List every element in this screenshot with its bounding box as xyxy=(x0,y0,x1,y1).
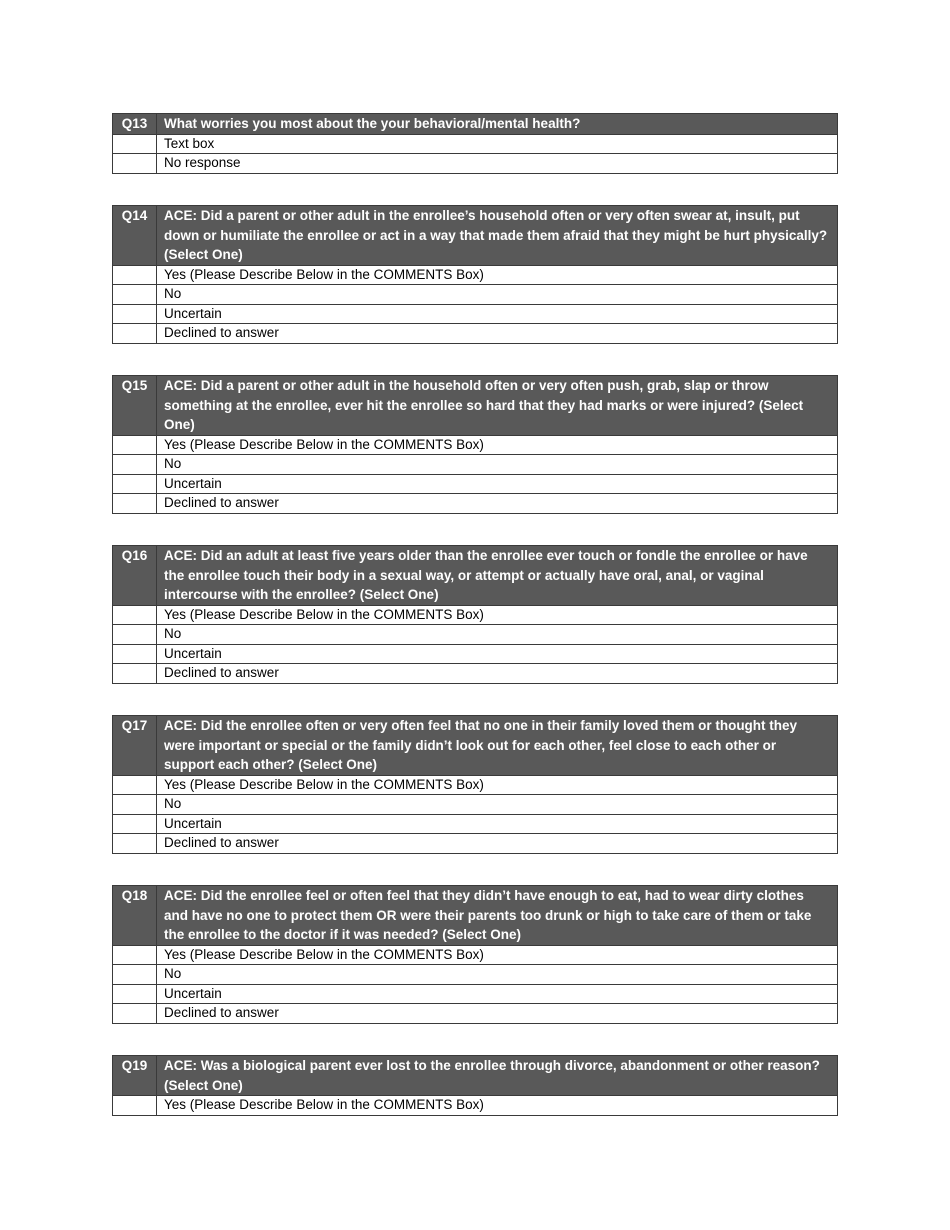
question-number: Q16 xyxy=(113,546,157,606)
option-row[interactable] xyxy=(113,455,838,475)
question-number: Q14 xyxy=(113,206,157,266)
option-row[interactable] xyxy=(113,154,838,174)
option-label: No response xyxy=(157,154,838,174)
question-header xyxy=(113,546,838,606)
option-row[interactable] xyxy=(113,834,838,854)
option-row[interactable] xyxy=(113,664,838,684)
question-number: Q13 xyxy=(113,114,157,135)
question-table-q17 xyxy=(112,715,838,854)
question-text: ACE: Did a parent or other adult in the household often or very often push, grab, slap or throw something at the enrollee, ever hit the enrollee so hard that they had marks or were injured? (Select One) xyxy=(157,376,838,436)
option-label: Yes (Please Describe Below in the COMMENTS Box) xyxy=(157,605,838,625)
question-table-q14 xyxy=(112,205,838,344)
option-label: Declined to answer xyxy=(157,664,838,684)
option-row[interactable] xyxy=(113,265,838,285)
option-row[interactable] xyxy=(113,775,838,795)
option-row[interactable] xyxy=(113,984,838,1004)
option-checkbox-cell[interactable] xyxy=(113,945,157,965)
question-text: ACE: Did a parent or other adult in the enrollee’s household often or very often swear at, insult, put down or humiliate the enrollee or act in a way that made them afraid that they might be hurt physically? (Select One) xyxy=(157,206,838,266)
question-number: Q19 xyxy=(113,1056,157,1096)
option-checkbox-cell[interactable] xyxy=(113,154,157,174)
option-row[interactable] xyxy=(113,644,838,664)
option-checkbox-cell[interactable] xyxy=(113,455,157,475)
question-header xyxy=(113,114,838,135)
option-row[interactable] xyxy=(113,435,838,455)
option-checkbox-cell[interactable] xyxy=(113,814,157,834)
option-checkbox-cell[interactable] xyxy=(113,324,157,344)
option-checkbox-cell[interactable] xyxy=(113,775,157,795)
option-label: Uncertain xyxy=(157,984,838,1004)
option-row[interactable] xyxy=(113,605,838,625)
option-row[interactable] xyxy=(113,795,838,815)
option-checkbox-cell[interactable] xyxy=(113,474,157,494)
question-text: ACE: Did the enrollee often or very often feel that no one in their family loved them or thought they were important or special or the family didn’t look out for each other, feel close to each other or support each other? (Select One) xyxy=(157,716,838,776)
option-label: No xyxy=(157,625,838,645)
option-checkbox-cell[interactable] xyxy=(113,265,157,285)
question-header xyxy=(113,206,838,266)
option-row[interactable] xyxy=(113,814,838,834)
question-header xyxy=(113,1056,838,1096)
option-checkbox-cell[interactable] xyxy=(113,625,157,645)
option-label: Declined to answer xyxy=(157,1004,838,1024)
option-row[interactable] xyxy=(113,304,838,324)
option-label: Declined to answer xyxy=(157,494,838,514)
option-label: Declined to answer xyxy=(157,834,838,854)
option-checkbox-cell[interactable] xyxy=(113,984,157,1004)
question-header xyxy=(113,716,838,776)
option-row[interactable] xyxy=(113,625,838,645)
option-label: No xyxy=(157,965,838,985)
question-text: ACE: Did an adult at least five years older than the enrollee ever touch or fondle the enrollee or have the enrollee touch their body in a sexual way, or attempt or actually have oral, anal, or vaginal intercourse with the enrollee? (Select One) xyxy=(157,546,838,606)
option-checkbox-cell[interactable] xyxy=(113,605,157,625)
option-label: Uncertain xyxy=(157,814,838,834)
question-number: Q15 xyxy=(113,376,157,436)
option-label: Text box xyxy=(157,134,838,154)
option-label: Uncertain xyxy=(157,644,838,664)
option-row[interactable] xyxy=(113,945,838,965)
question-header xyxy=(113,376,838,436)
option-checkbox-cell[interactable] xyxy=(113,304,157,324)
question-text: ACE: Did the enrollee feel or often feel that they didn’t have enough to eat, had to wear dirty clothes and have no one to protect them OR were their parents too drunk or high to take care of them or take the enrollee to the doctor if it was needed? (Select One) xyxy=(157,886,838,946)
question-number: Q17 xyxy=(113,716,157,776)
option-checkbox-cell[interactable] xyxy=(113,795,157,815)
option-row[interactable] xyxy=(113,1004,838,1024)
question-text: ACE: Was a biological parent ever lost to the enrollee through divorce, abandonment or other reason? (Select One) xyxy=(157,1056,838,1096)
option-row[interactable] xyxy=(113,494,838,514)
option-label: Declined to answer xyxy=(157,324,838,344)
option-label: No xyxy=(157,285,838,305)
option-label: Yes (Please Describe Below in the COMMENTS Box) xyxy=(157,945,838,965)
option-label: Yes (Please Describe Below in the COMMENTS Box) xyxy=(157,1096,838,1116)
option-row[interactable] xyxy=(113,134,838,154)
question-table-q18 xyxy=(112,885,838,1024)
option-checkbox-cell[interactable] xyxy=(113,134,157,154)
option-label: Yes (Please Describe Below in the COMMENTS Box) xyxy=(157,435,838,455)
option-checkbox-cell[interactable] xyxy=(113,1004,157,1024)
option-checkbox-cell[interactable] xyxy=(113,644,157,664)
option-row[interactable] xyxy=(113,1096,838,1116)
option-checkbox-cell[interactable] xyxy=(113,285,157,305)
option-label: No xyxy=(157,795,838,815)
option-row[interactable] xyxy=(113,474,838,494)
option-checkbox-cell[interactable] xyxy=(113,965,157,985)
question-text: What worries you most about the your behavioral/mental health? xyxy=(157,114,838,135)
option-row[interactable] xyxy=(113,965,838,985)
question-table-q16 xyxy=(112,545,838,684)
option-label: No xyxy=(157,455,838,475)
option-label: Yes (Please Describe Below in the COMMENTS Box) xyxy=(157,775,838,795)
option-checkbox-cell[interactable] xyxy=(113,834,157,854)
option-label: Uncertain xyxy=(157,304,838,324)
option-row[interactable] xyxy=(113,285,838,305)
option-row[interactable] xyxy=(113,324,838,344)
option-checkbox-cell[interactable] xyxy=(113,1096,157,1116)
option-label: Uncertain xyxy=(157,474,838,494)
option-checkbox-cell[interactable] xyxy=(113,664,157,684)
option-checkbox-cell[interactable] xyxy=(113,435,157,455)
question-table-q15 xyxy=(112,375,838,514)
option-label: Yes (Please Describe Below in the COMMENTS Box) xyxy=(157,265,838,285)
question-table-q13 xyxy=(112,113,838,174)
option-checkbox-cell[interactable] xyxy=(113,494,157,514)
question-number: Q18 xyxy=(113,886,157,946)
question-header xyxy=(113,886,838,946)
question-table-q19 xyxy=(112,1055,838,1116)
